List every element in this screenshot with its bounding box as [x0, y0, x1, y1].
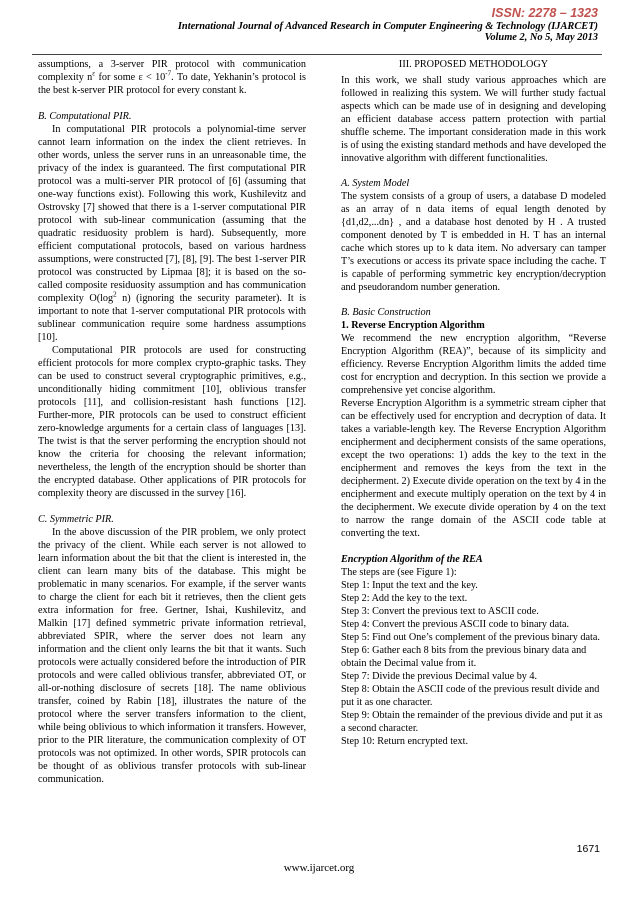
- step-item: Step 3: Convert the previous text to ASCII code.: [341, 606, 539, 617]
- paragraph-intro: [38, 58, 306, 97]
- section-title-proposed-methodology: III. PROPOSED METHODOLOGY: [398, 59, 549, 70]
- header-divider: [32, 54, 602, 55]
- text-span: In computational PIR protocols a polynomial-time server cannot learn information on the index the client retrieves. In other words, unless the server runs in an unreasonable time, the privacy of the index is guaranteed. The first computational PIR protocol was a multi-server PIR protocol of [6] (assuming that one-way functions exist). Following this work, Kushilevitz and Ostrovsky [7] showed that there is a 1-server computational PIR protocol with sub-linear communication (assuming that the quadratic residuosity problem is hard). Subsequently, more efficient computational protocols, based on various hardness assumptions, were constructed [7], [8], [9]. The best 1-server PIR protocol was constructed by Lipmaa [8]; it is based on the so-called composite residuosity assumption and has communication complexity O(log: [38, 124, 306, 304]
- paragraph-symmetric-pir: In the above discussion of the PIR problem, we only protect the privacy of the client. While each server is not allowed to learn information about the bit that the client is interested in, the client can learn many bits of the database. This might be problematic in many scenarios. For example, if the server wants to charge the client for each bit it retrieves, then the client gets extra information for free. Gertner, Ishai, Kushilevitz, and Malkin [17] defined symmetric private information retrieval, abbreviated SPIR, where the server does not learn any information and the client only learns the bit that it wants. Such protocols were actually considered before the introduction of PIR protocols and were called oblivious transfer, abbreviated OT, or all-or-nothing disclosure of secrets [18]. The name oblivious transfer, coined by Rabin [18], illustrates the nature of the protocol where the server transfers information to the client, while being oblivious to which information it transfers. However, prior to the PIR literature, the communication complexity of OT protocols was not optimized. In other words, SPIR protocols can be thought of as oblivious transfer protocols with sub-linear communication.: [38, 527, 306, 785]
- step-item: Step 8: Obtain the ASCII code of the previous result divide and put it as one character.: [341, 684, 600, 708]
- left-column: [38, 58, 306, 786]
- text-span: n) (ignoring the security parameter). It is important to note that 1-server computational PIR protocols with sublinear communication require some hardness assumptions [10].: [38, 293, 306, 343]
- page-header: [178, 6, 598, 43]
- step-item: Step 1: Input the text and the key.: [341, 580, 478, 591]
- step-item: Step 10: Return encrypted text.: [341, 736, 469, 747]
- page-number: 1671: [576, 843, 600, 855]
- superscript: ε: [92, 69, 96, 78]
- footer-url: www.ijarcet.org: [283, 862, 355, 874]
- paragraph-rea-intro: We recommend the new encryption algorithm, “Reverse Encryption Algorithm (REA)”, because of its simplicity and efficiency. Reverse Encryption Algorithm limits the added time cost for encryption and decryption. In this section we provide a comprehensive yet concise algorithm.: [341, 333, 606, 396]
- text-span: for some ε < 10: [95, 72, 166, 83]
- step-item: Step 4: Convert the previous ASCII code to binary data.: [341, 619, 570, 630]
- volume-info: Volume 2, No 5, May 2013: [484, 32, 598, 43]
- section-heading-symmetric-pir: C. Symmetric PIR.: [38, 514, 114, 525]
- paragraph-pir-applications: Computational PIR protocols are used for constructing efficient protocols for more complex crypto-graphic tasks. They can be used to construct several cryptographic primitives, e.g., unconditionally hiding commitment [10], oblivious transfer protocols [11], and collision-resistant hash functions [12]. Further-more, PIR protocols can be used to construct efficient zero-knowledge arguments for a certain class of languages [13]. The twist is that the server performing the encryption should not know the criteria for choosing the relevant information; nevertheless, the length of the encryption should be shorter than the encrypted database. Other applications of PIR protocols for complexity theory are discussed in the survey [16].: [38, 345, 306, 499]
- paragraph-system-model: The system consists of a group of users, a database D modeled as an array of n data items of equal length denoted by {d1,d2,...dn} , and a database host denoted by H . A trusted component denoted by T is embedded in H. T has an internal cache which stores up to k data item. No adversary can tamper T’s executions or access its private space including the cache. T is capable of performing symmetric key encryption/decryption and pseudorandom number generation.: [341, 191, 606, 293]
- step-item: Step 7: Divide the previous Decimal value by 4.: [341, 671, 538, 682]
- right-column: [341, 58, 606, 748]
- issn-label: ISSN: 2278 – 1323: [491, 6, 598, 20]
- section-heading-computational-pir: B. Computational PIR.: [38, 111, 132, 122]
- journal-title: International Journal of Advanced Research in Computer Engineering & Technology (IJARCET): [177, 21, 598, 32]
- section-heading-basic-construction: B. Basic Construction: [341, 307, 431, 318]
- superscript: 2: [113, 290, 117, 299]
- section-heading-system-model: A. System Model: [341, 178, 410, 189]
- step-item: Step 2: Add the key to the text.: [341, 593, 468, 604]
- subheading-reverse-encryption: 1. Reverse Encryption Algorithm: [341, 320, 485, 331]
- paragraph-computational-pir: [38, 123, 306, 344]
- steps-list: [341, 579, 606, 748]
- step-item: Step 6: Gather each 8 bits from the previous binary data and obtain the Decimal value from it.: [341, 645, 587, 669]
- text-span: . To date, Yekhanin’s protocol is the best k-server PIR protocol for every constant k.: [38, 72, 306, 96]
- superscript: -7: [165, 69, 172, 78]
- step-item: Step 9: Obtain the remainder of the previous divide and put it as a second character.: [341, 710, 603, 734]
- text-span: assumptions, a 3-server PIR protocol with communication complexity n: [38, 59, 306, 83]
- heading-encryption-algorithm: Encryption Algorithm of the REA: [341, 554, 483, 565]
- steps-intro: The steps are (see Figure 1):: [341, 567, 457, 578]
- paragraph-rea-details: Reverse Encryption Algorithm is a symmetric stream cipher that can be effectively used for encryption and decryption of data. It takes a variable-length key. The Reverse Encryption Algorithm encipherment and decipherment consists of the same operations, except the two operations: 1) adds the key to the text in the encipherment and removes the keys from the text in the decipherment. 2) Execute divide operation on the text by 4 in the encipherment and execute multiply operation on the text by 4 in the decipherment. We execute divide operation by 4 on the text to narrow the range domain of the ASCII code table at converting the text.: [341, 398, 606, 539]
- paragraph-methodology: In this work, we shall study various approaches which are followed in realizing this system. We will further study factual aspects which can be made use of in designing and developing an efficient database access pattern protection with partial shuffle scheme. The important consideration made in this work is of using the existing standard methods and have developed the innovative algorithm with different functionalities.: [341, 75, 606, 164]
- step-item: Step 5: Find out One’s complement of the previous binary data.: [341, 632, 600, 643]
